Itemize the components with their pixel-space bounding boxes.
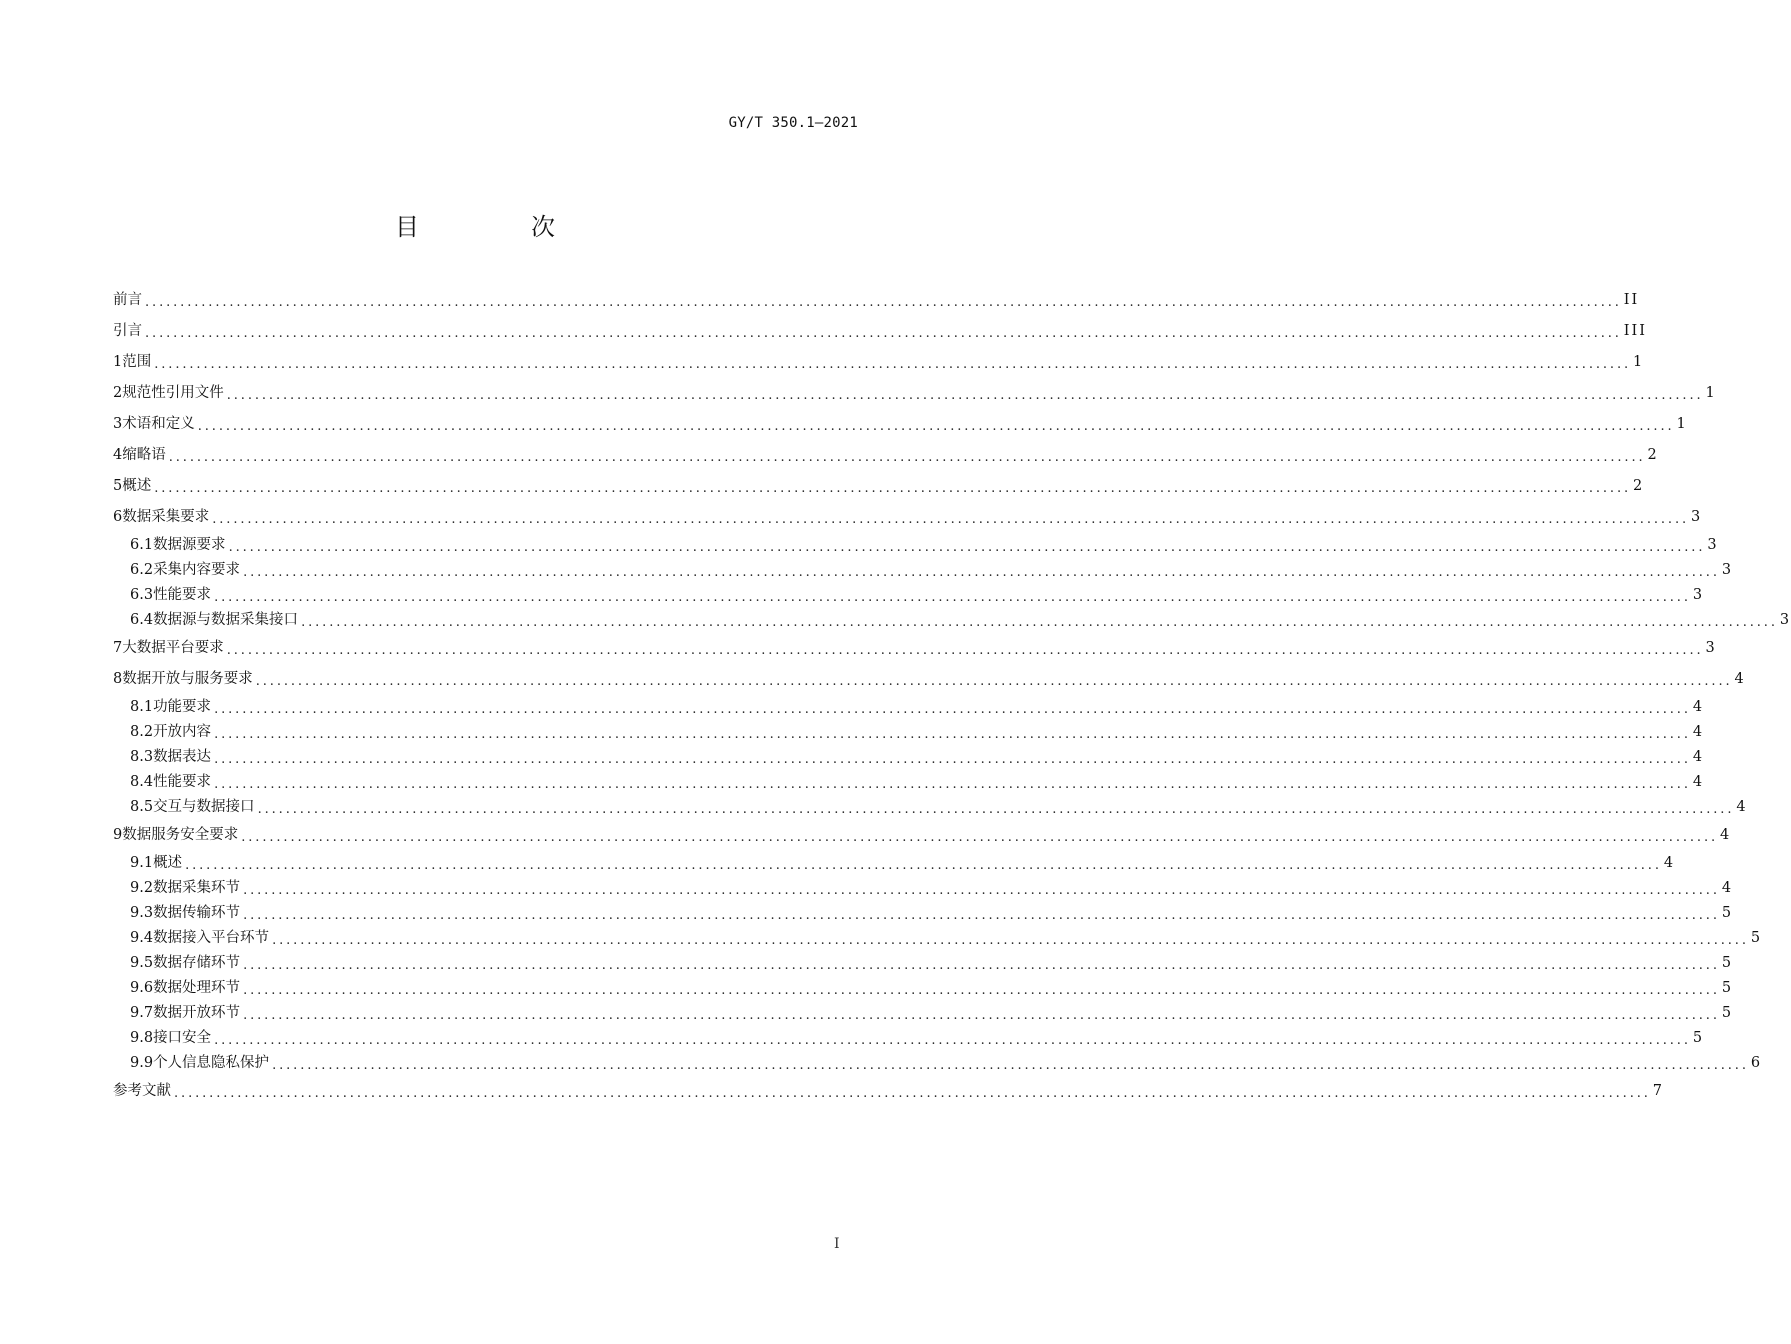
toc-entry-title: 采集内容要求 xyxy=(153,561,241,578)
toc-entry-page: II xyxy=(1623,291,1640,308)
toc-entry-page: III xyxy=(1623,322,1647,339)
toc-leader-dots xyxy=(243,1007,1720,1025)
toc-entry-title: 数据源与数据采集接口 xyxy=(153,611,299,628)
toc-leader-dots xyxy=(227,387,1704,405)
toc-leader-dots xyxy=(241,829,1718,847)
toc-entry[interactable] xyxy=(113,1050,1763,1075)
toc-entry-number: 9.5 xyxy=(130,954,154,971)
toc-entry-title: 开放内容 xyxy=(153,723,212,740)
toc-leader-dots xyxy=(174,1085,1651,1103)
toc-entry-page: 4 xyxy=(1692,748,1705,765)
toc-entry[interactable] xyxy=(113,900,1734,925)
toc-leader-dots xyxy=(214,701,1691,719)
toc-entry[interactable] xyxy=(113,315,1647,346)
toc-entry-title: 范围 xyxy=(122,353,152,370)
toc-leader-dots xyxy=(229,539,1706,557)
toc-leader-dots xyxy=(214,776,1691,794)
toc-leader-dots xyxy=(258,801,1735,819)
toc-entry-page: 4 xyxy=(1663,854,1676,871)
toc-entry-title: 概述 xyxy=(122,477,152,494)
toc-entry[interactable] xyxy=(113,1075,1665,1106)
toc-entry-page: 1 xyxy=(1676,415,1688,432)
toc-entry-title: 参考文献 xyxy=(113,1082,171,1099)
toc-entry-number: 5 xyxy=(113,477,123,494)
toc-entry[interactable] xyxy=(113,769,1705,794)
table-of-contents xyxy=(113,284,1791,1106)
toc-entry-number: 9.8 xyxy=(130,1029,154,1046)
toc-leader-dots xyxy=(185,857,1662,875)
toc-entry-page: 5 xyxy=(1750,929,1763,946)
toc-entry-page: 4 xyxy=(1736,798,1748,815)
toc-entry[interactable] xyxy=(113,694,1705,719)
toc-entry-page: 4 xyxy=(1734,670,1746,687)
toc-entry-title: 数据源要求 xyxy=(153,536,226,553)
toc-leader-dots xyxy=(243,982,1720,1000)
toc-entry-page: 1 xyxy=(1633,353,1645,370)
toc-entry-page: 5 xyxy=(1721,954,1734,971)
toc-entry-number: 8.1 xyxy=(130,698,154,715)
toc-entry-number: 8.4 xyxy=(130,773,154,790)
toc-leader-dots xyxy=(256,673,1733,691)
toc-entry-number: 8.3 xyxy=(130,748,154,765)
toc-entry-page: 4 xyxy=(1692,698,1705,715)
toc-entry-title: 交互与数据接口 xyxy=(153,798,255,815)
toc-entry-page: 4 xyxy=(1692,773,1705,790)
toc-entry-page: 2 xyxy=(1647,446,1659,463)
toc-entry[interactable] xyxy=(113,875,1734,900)
toc-entry-title: 数据接入平台环节 xyxy=(153,929,270,946)
toc-entry-number: 9.3 xyxy=(130,904,154,921)
toc-entry-title: 数据开放与服务要求 xyxy=(122,670,253,687)
toc-entry[interactable] xyxy=(113,1000,1734,1025)
toc-entry[interactable] xyxy=(113,470,1645,501)
toc-entry-number: 6.2 xyxy=(130,561,154,578)
toc-entry-title: 概述 xyxy=(153,854,183,871)
toc-entry-page: 5 xyxy=(1721,979,1734,996)
toc-entry-title: 数据服务安全要求 xyxy=(122,826,239,843)
toc-entry-page: 2 xyxy=(1633,477,1645,494)
toc-leader-dots xyxy=(154,480,1631,498)
toc-leader-dots xyxy=(227,642,1704,660)
toc-entry-number: 3 xyxy=(113,415,123,432)
toc-entry-number: 8.5 xyxy=(130,798,154,815)
toc-entry-title: 功能要求 xyxy=(153,698,212,715)
toc-entry-page: 3 xyxy=(1705,639,1717,656)
toc-leader-dots xyxy=(214,589,1691,607)
toc-entry-number: 9.2 xyxy=(130,879,154,896)
toc-entry[interactable] xyxy=(113,532,1719,557)
toc-entry-page: 4 xyxy=(1692,723,1705,740)
toc-entry-title: 规范性引用文件 xyxy=(122,384,224,401)
toc-entry-title: 性能要求 xyxy=(153,773,212,790)
toc-entry-title: 接口安全 xyxy=(153,1029,212,1046)
toc-entry-title: 性能要求 xyxy=(153,586,212,603)
toc-leader-dots xyxy=(214,1032,1691,1050)
toc-entry-number: 9 xyxy=(113,826,123,843)
toc-entry-number: 7 xyxy=(113,639,123,656)
toc-entry[interactable] xyxy=(113,744,1705,769)
standard-code: GY/T 350.1—2021 xyxy=(728,115,858,131)
toc-leader-dots xyxy=(272,1057,1749,1075)
toc-entry-page: 1 xyxy=(1705,384,1717,401)
page-title: 目 次 xyxy=(395,213,599,241)
toc-entry[interactable] xyxy=(113,501,1703,532)
toc-entry-title: 个人信息隐私保护 xyxy=(153,1054,270,1071)
toc-entry-title: 数据处理环节 xyxy=(153,979,241,996)
toc-entry-page: 3 xyxy=(1692,586,1705,603)
toc-leader-dots xyxy=(243,882,1720,900)
toc-entry-title: 数据采集要求 xyxy=(122,508,210,525)
toc-entry[interactable] xyxy=(113,632,1717,663)
toc-leader-dots xyxy=(272,932,1749,950)
toc-entry-number: 6.1 xyxy=(130,536,154,553)
toc-entry[interactable] xyxy=(113,950,1734,975)
toc-entry-number: 6 xyxy=(113,508,123,525)
toc-leader-dots xyxy=(212,511,1689,529)
toc-entry-title: 前言 xyxy=(113,291,142,308)
toc-entry-number: 9.9 xyxy=(130,1054,154,1071)
toc-entry[interactable] xyxy=(113,607,1791,632)
toc-entry[interactable] xyxy=(113,925,1763,950)
toc-leader-dots xyxy=(145,325,1622,343)
toc-entry-page: 4 xyxy=(1721,879,1734,896)
toc-leader-dots xyxy=(169,449,1646,467)
toc-entry-page: 3 xyxy=(1691,508,1703,525)
toc-entry-number: 4 xyxy=(113,446,123,463)
toc-entry-page: 5 xyxy=(1692,1029,1705,1046)
toc-entry-page: 3 xyxy=(1779,611,1791,628)
toc-entry[interactable] xyxy=(113,819,1732,850)
toc-leader-dots xyxy=(198,418,1675,436)
toc-entry-title: 缩略语 xyxy=(122,446,166,463)
toc-entry-number: 9.1 xyxy=(130,854,154,871)
toc-entry-page: 6 xyxy=(1750,1054,1763,1071)
toc-entry[interactable] xyxy=(113,1025,1705,1050)
toc-entry-title: 大数据平台要求 xyxy=(122,639,224,656)
toc-entry[interactable] xyxy=(113,346,1645,377)
toc-leader-dots xyxy=(243,907,1720,925)
toc-entry-title: 数据传输环节 xyxy=(153,904,241,921)
toc-entry-number: 9.4 xyxy=(130,929,154,946)
toc-entry-title: 数据采集环节 xyxy=(153,879,241,896)
toc-entry-title: 数据表达 xyxy=(153,748,212,765)
toc-entry[interactable] xyxy=(113,284,1640,315)
toc-entry[interactable] xyxy=(113,408,1688,439)
toc-leader-dots xyxy=(214,726,1691,744)
toc-entry-number: 8.2 xyxy=(130,723,154,740)
toc-entry-title: 数据存储环节 xyxy=(153,954,241,971)
toc-leader-dots xyxy=(145,294,1622,312)
toc-entry-page: 4 xyxy=(1720,826,1732,843)
toc-leader-dots xyxy=(154,356,1631,374)
toc-leader-dots xyxy=(301,614,1778,632)
toc-entry[interactable] xyxy=(113,557,1734,582)
toc-entry-page: 3 xyxy=(1707,536,1719,553)
page-number: I xyxy=(834,1236,840,1252)
toc-entry[interactable] xyxy=(113,377,1717,408)
toc-entry[interactable] xyxy=(113,663,1746,694)
toc-entry-page: 7 xyxy=(1652,1082,1665,1099)
toc-entry-number: 1 xyxy=(113,353,123,370)
toc-entry[interactable] xyxy=(113,582,1705,607)
toc-entry-title: 数据开放环节 xyxy=(153,1004,241,1021)
toc-entry[interactable] xyxy=(113,975,1734,1000)
toc-entry[interactable] xyxy=(113,439,1659,470)
toc-entry[interactable] xyxy=(113,719,1705,744)
toc-entry-page: 5 xyxy=(1721,1004,1734,1021)
toc-entry-number: 2 xyxy=(113,384,123,401)
toc-entry-number: 9.6 xyxy=(130,979,154,996)
toc-entry-number: 6.3 xyxy=(130,586,154,603)
toc-leader-dots xyxy=(243,564,1720,582)
toc-entry-number: 6.4 xyxy=(130,611,154,628)
toc-leader-dots xyxy=(214,751,1691,769)
toc-entry-number: 9.7 xyxy=(130,1004,154,1021)
toc-leader-dots xyxy=(243,957,1720,975)
toc-entry-number: 8 xyxy=(113,670,123,687)
toc-entry[interactable] xyxy=(113,794,1748,819)
toc-entry-title: 术语和定义 xyxy=(122,415,195,432)
toc-entry-title: 引言 xyxy=(113,322,142,339)
toc-entry-page: 5 xyxy=(1721,904,1734,921)
toc-entry-page: 3 xyxy=(1721,561,1734,578)
toc-entry[interactable] xyxy=(113,850,1676,875)
